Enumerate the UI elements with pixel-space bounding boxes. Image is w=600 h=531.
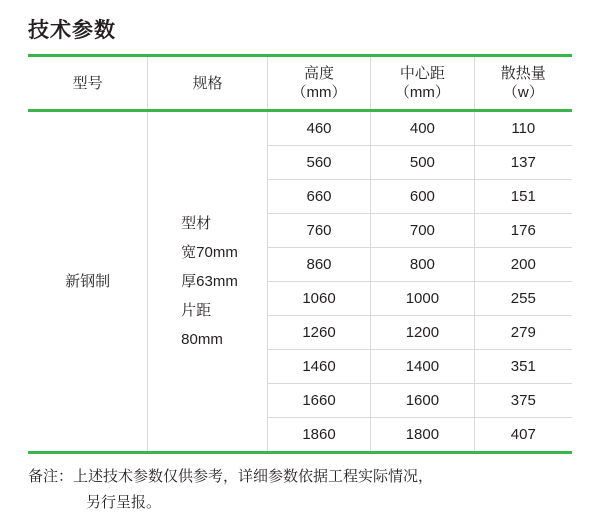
header-center-line2: （mm） <box>394 84 450 101</box>
cell-height: 760 <box>267 214 370 248</box>
header-center-line1: 中心距 <box>399 65 445 82</box>
parameters-body-table <box>28 112 572 451</box>
cell-center: 600 <box>371 180 474 214</box>
cell-height: 1860 <box>267 418 370 452</box>
spec-lines <box>177 209 238 354</box>
cell-heat: 176 <box>474 214 572 248</box>
cell-center: 1600 <box>371 384 474 418</box>
cell-heat: 151 <box>474 180 572 214</box>
header-heat-line2: （w） <box>502 84 544 101</box>
cell-center: 400 <box>371 112 474 146</box>
spec-line: 片距 <box>181 302 212 319</box>
cell-heat: 375 <box>474 384 572 418</box>
cell-height: 460 <box>267 112 370 146</box>
cell-heat: 137 <box>474 146 572 180</box>
cell-heat: 255 <box>474 282 572 316</box>
spec-line: 型材 <box>181 215 212 232</box>
header-height-line1: 高度 <box>304 65 335 82</box>
header-height-line2: （mm） <box>291 84 347 101</box>
cell-center: 1200 <box>371 316 474 350</box>
note-block <box>28 454 572 516</box>
header-heat-line1: 散热量 <box>500 65 546 82</box>
header-center-distance <box>371 57 474 109</box>
page-title: 技术参数 <box>28 19 116 42</box>
table-row <box>28 112 572 146</box>
parameters-table <box>28 57 572 109</box>
header-heat-output <box>474 57 572 109</box>
cell-heat: 200 <box>474 248 572 282</box>
cell-height: 1060 <box>267 282 370 316</box>
cell-height: 860 <box>267 248 370 282</box>
spec-line: 80mm <box>181 331 223 348</box>
note-line-2: 另行呈报。 <box>86 494 162 511</box>
cell-center: 800 <box>371 248 474 282</box>
header-model: 型号 <box>28 57 148 109</box>
header-spec: 规格 <box>148 57 268 109</box>
cell-center: 500 <box>371 146 474 180</box>
cell-heat: 351 <box>474 350 572 384</box>
cell-height: 1460 <box>267 350 370 384</box>
spec-line: 宽70mm <box>181 244 238 261</box>
cell-heat: 279 <box>474 316 572 350</box>
cell-spec <box>148 112 268 451</box>
cell-center: 700 <box>371 214 474 248</box>
cell-height: 1660 <box>267 384 370 418</box>
cell-height: 660 <box>267 180 370 214</box>
cell-center: 1000 <box>371 282 474 316</box>
table-header-row <box>28 57 572 109</box>
spec-line: 厚63mm <box>181 273 238 290</box>
cell-model: 新钢制 <box>28 112 148 451</box>
cell-height: 1260 <box>267 316 370 350</box>
cell-heat: 407 <box>474 418 572 452</box>
cell-center: 1800 <box>371 418 474 452</box>
note-line-1: 备注：上述技术参数仅供参考，详细参数依据工程实际情况， <box>28 468 434 485</box>
cell-heat: 110 <box>511 120 536 137</box>
cell-height: 560 <box>267 146 370 180</box>
cell-center: 1400 <box>371 350 474 384</box>
header-height <box>267 57 370 109</box>
